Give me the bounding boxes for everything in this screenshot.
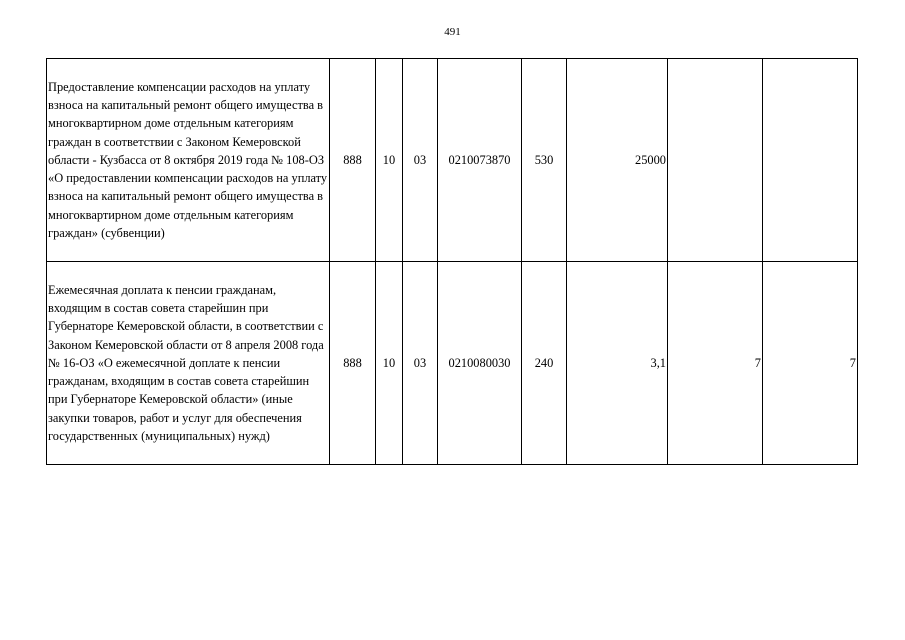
sum-column-3: 7 xyxy=(763,262,858,465)
budget-table xyxy=(46,58,858,465)
section-code: 10 xyxy=(376,59,403,262)
target-article-code: 0210073870 xyxy=(438,59,522,262)
row-description: Ежемесячная доплата к пенсии гражданам, входящим в состав совета старейшин при Губернаторе Кемеровской области, в соответствии с Законом Кемеровской области от 8 апреля 2008 года № 16-ОЗ «О ежемесячной доплате к пенсии гражданам, входящим в состав совета старейшин при Губернаторе Кемеровской области» (иные закупки товаров, работ и услуг для обеспечения государственных (муниципальных) нужд) xyxy=(47,262,330,465)
sum-column-1: 3,1 xyxy=(567,262,668,465)
sum-column-2: 7 xyxy=(668,262,763,465)
sum-column-3 xyxy=(763,59,858,262)
sum-column-1: 25000 xyxy=(567,59,668,262)
subsection-code: 03 xyxy=(403,262,438,465)
ministry-code: 888 xyxy=(330,59,376,262)
subsection-code: 03 xyxy=(403,59,438,262)
expense-type-code: 530 xyxy=(522,59,567,262)
table-row xyxy=(47,262,858,465)
sum-column-2 xyxy=(668,59,763,262)
table-row xyxy=(47,59,858,262)
section-code: 10 xyxy=(376,262,403,465)
expense-type-code: 240 xyxy=(522,262,567,465)
row-description: Предоставление компенсации расходов на уплату взноса на капитальный ремонт общего имущества в многоквартирном доме отдельным категориям граждан в соответствии с Законом Кемеровской области - Кузбасса от 8 октября 2019 года № 108-ОЗ «О предоставлении компенсации расходов на уплату взноса на капитальный ремонт общего имущества в многоквартирном доме отдельным категориям граждан» (субвенции) xyxy=(47,59,330,262)
target-article-code: 0210080030 xyxy=(438,262,522,465)
ministry-code: 888 xyxy=(330,262,376,465)
page-number: 491 xyxy=(444,26,461,38)
